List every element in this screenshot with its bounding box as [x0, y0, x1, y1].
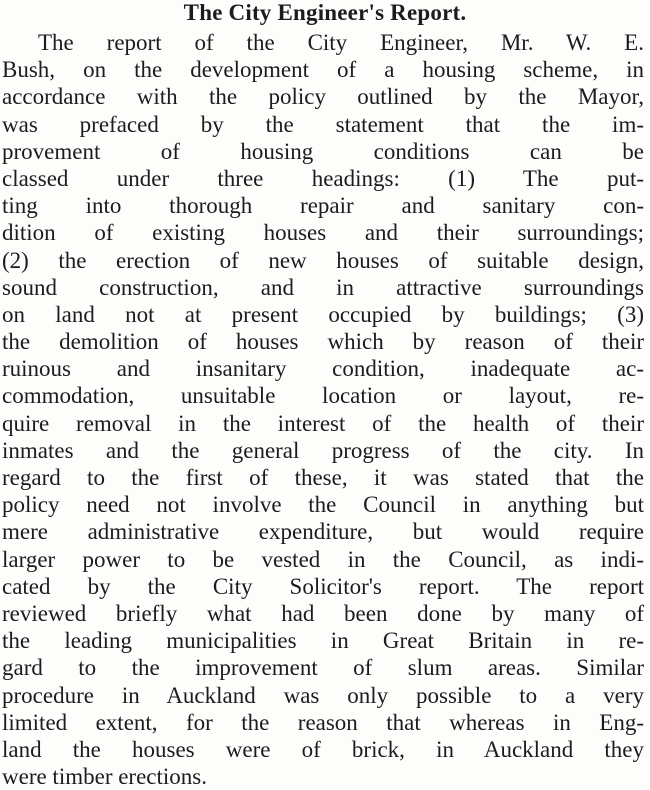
body-line: classed under three headings: (1) The put-: [2, 165, 644, 191]
body-line: mere administrative expenditure, but would require: [2, 519, 644, 545]
article-body: [0, 29, 650, 790]
body-line: was prefaced by the statement that the im-: [2, 111, 644, 137]
body-line: the demolition of houses which by reason of their: [2, 329, 644, 355]
body-line: ruinous and insanitary condition, inadequate ac-: [2, 356, 644, 382]
body-line: policy need not involve the Council in anything but: [2, 492, 644, 518]
body-line: limited extent, for the reason that whereas in Eng-: [2, 709, 644, 735]
body-line: The report of the City Engineer, Mr. W. E.: [38, 30, 644, 55]
body-line: accordance with the policy outlined by the Mayor,: [2, 84, 644, 110]
body-line: commodation, unsuitable location or layout, re-: [2, 383, 644, 409]
body-line: procedure in Auckland was only possible to a very: [2, 682, 644, 708]
body-line: (2) the erection of new houses of suitable design,: [2, 247, 644, 273]
body-line: dition of existing houses and their surroundings;: [2, 220, 644, 246]
body-line: the leading municipalities in Great Britain in re-: [2, 628, 644, 654]
body-line: land the houses were of brick, in Auckland they: [2, 736, 644, 762]
body-line: reviewed briefly what had been done by many of: [2, 600, 644, 626]
body-line: quire removal in the interest of the health of their: [2, 410, 644, 436]
body-line: on land not at present occupied by buildings; (3): [2, 301, 644, 327]
body-line: gard to the improvement of slum areas. Similar: [2, 655, 644, 681]
body-line: were timber erections.: [2, 764, 207, 790]
body-line: ting into thorough repair and sanitary con-: [2, 193, 644, 219]
body-line: Bush, on the development of a housing scheme, in: [2, 57, 644, 83]
body-line: cated by the City Solicitor's report. The report: [2, 573, 644, 599]
body-line: provement of housing conditions can be: [2, 138, 644, 164]
body-line: inmates and the general progress of the city. In: [2, 437, 644, 463]
article-headline: The City Engineer's Report.: [183, 0, 467, 25]
body-line: sound construction, and in attractive surroundings: [2, 274, 644, 300]
body-line: larger power to be vested in the Council, as indi-: [2, 546, 644, 572]
body-line: regard to the first of these, it was stated that the: [2, 465, 644, 490]
